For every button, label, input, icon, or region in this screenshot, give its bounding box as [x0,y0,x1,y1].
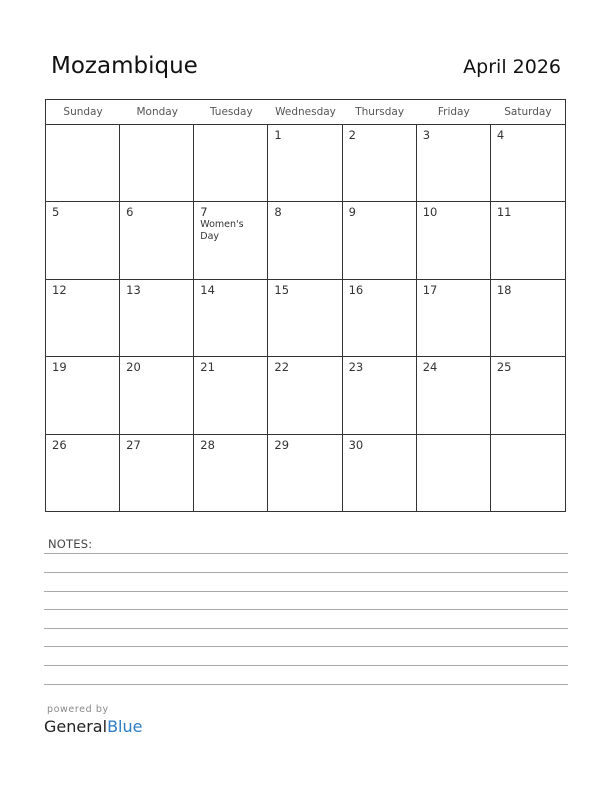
day-cell [120,357,194,434]
day-cell [194,202,268,279]
day-cell [194,357,268,434]
weekday-thursday: Thursday [355,106,405,118]
day-cell [46,357,120,434]
day-number: 22 [274,360,290,375]
weekday-tuesday: Tuesday [209,106,253,118]
day-number: 27 [126,437,141,452]
day-number: 21 [200,360,215,375]
day-number: 29 [274,437,290,452]
day-cell [194,280,268,357]
brand-general: General [44,717,108,736]
day-number: 5 [52,205,60,220]
calendar-body [46,125,565,512]
day-cell [343,357,417,434]
day-cell [120,435,194,512]
note-line [44,609,568,610]
day-cell [343,280,417,357]
day-cell [268,357,342,434]
title-country: Mozambique [51,53,198,79]
day-number: 8 [274,205,282,220]
day-cell [120,280,194,357]
day-cell [417,357,491,434]
day-number: 2 [348,128,356,142]
day-cell [268,280,342,357]
day-cell [491,280,565,357]
day-number: 20 [126,360,141,375]
day-number: 23 [348,360,364,375]
day-cell [343,125,417,202]
note-line [44,628,568,629]
day-number: 30 [348,437,364,452]
day-cell [46,202,120,279]
day-cell [417,202,491,279]
day-cell [491,202,565,279]
weekday-header [46,100,565,125]
brand-blue: Blue [107,717,143,736]
day-number: 3 [422,128,431,142]
day-number: 11 [496,205,512,220]
day-number: 28 [200,437,215,452]
weekday-friday: Friday [437,106,470,118]
day-number: 17 [422,282,438,297]
day-number: 4 [496,128,505,142]
day-cell [343,435,417,512]
day-cell [46,280,120,357]
day-number: 24 [422,360,438,375]
day-number: 18 [496,282,512,297]
day-number: 14 [200,282,215,297]
day-number: 7 [200,205,208,220]
day-cell [268,435,342,512]
day-number: 13 [126,282,141,297]
day-cell [268,202,342,279]
note-line [44,684,568,685]
day-number: 1 [274,128,282,142]
day-number: 6 [126,205,134,220]
day-cell [491,357,565,434]
day-cell [268,125,342,202]
day-number: 26 [52,437,67,452]
day-number: 19 [52,360,67,375]
weekday-sunday: Sunday [63,106,103,118]
day-cell [491,435,565,512]
day-cell [194,435,268,512]
weekday-wednesday: Wednesday [275,106,336,118]
day-number: 10 [422,205,438,220]
day-cell [120,202,194,279]
day-number: 25 [496,360,512,375]
weekday-monday: Monday [136,106,178,118]
day-cell [46,435,120,512]
note-line [44,591,568,592]
day-cell [343,202,417,279]
calendar-grid [45,99,566,512]
day-cell [491,125,565,202]
day-number: 12 [52,282,67,297]
notes-label: NOTES: [48,537,93,551]
title-month-year: April 2026 [463,56,561,78]
note-line [44,665,568,666]
day-number: 16 [348,282,364,297]
day-number: 15 [274,282,290,297]
note-line [44,572,568,573]
day-number: 9 [348,205,356,220]
day-cell [120,125,194,202]
day-cell [417,280,491,357]
note-line [44,553,568,554]
day-cell [46,125,120,202]
holiday-label: Women's Day [200,219,244,243]
day-cell [417,435,491,512]
powered-by-text: powered by [47,704,109,715]
day-cell [417,125,491,202]
day-cell [194,125,268,202]
weekday-saturday: Saturday [504,106,552,118]
brand-logo [44,717,142,736]
note-line [44,646,568,647]
